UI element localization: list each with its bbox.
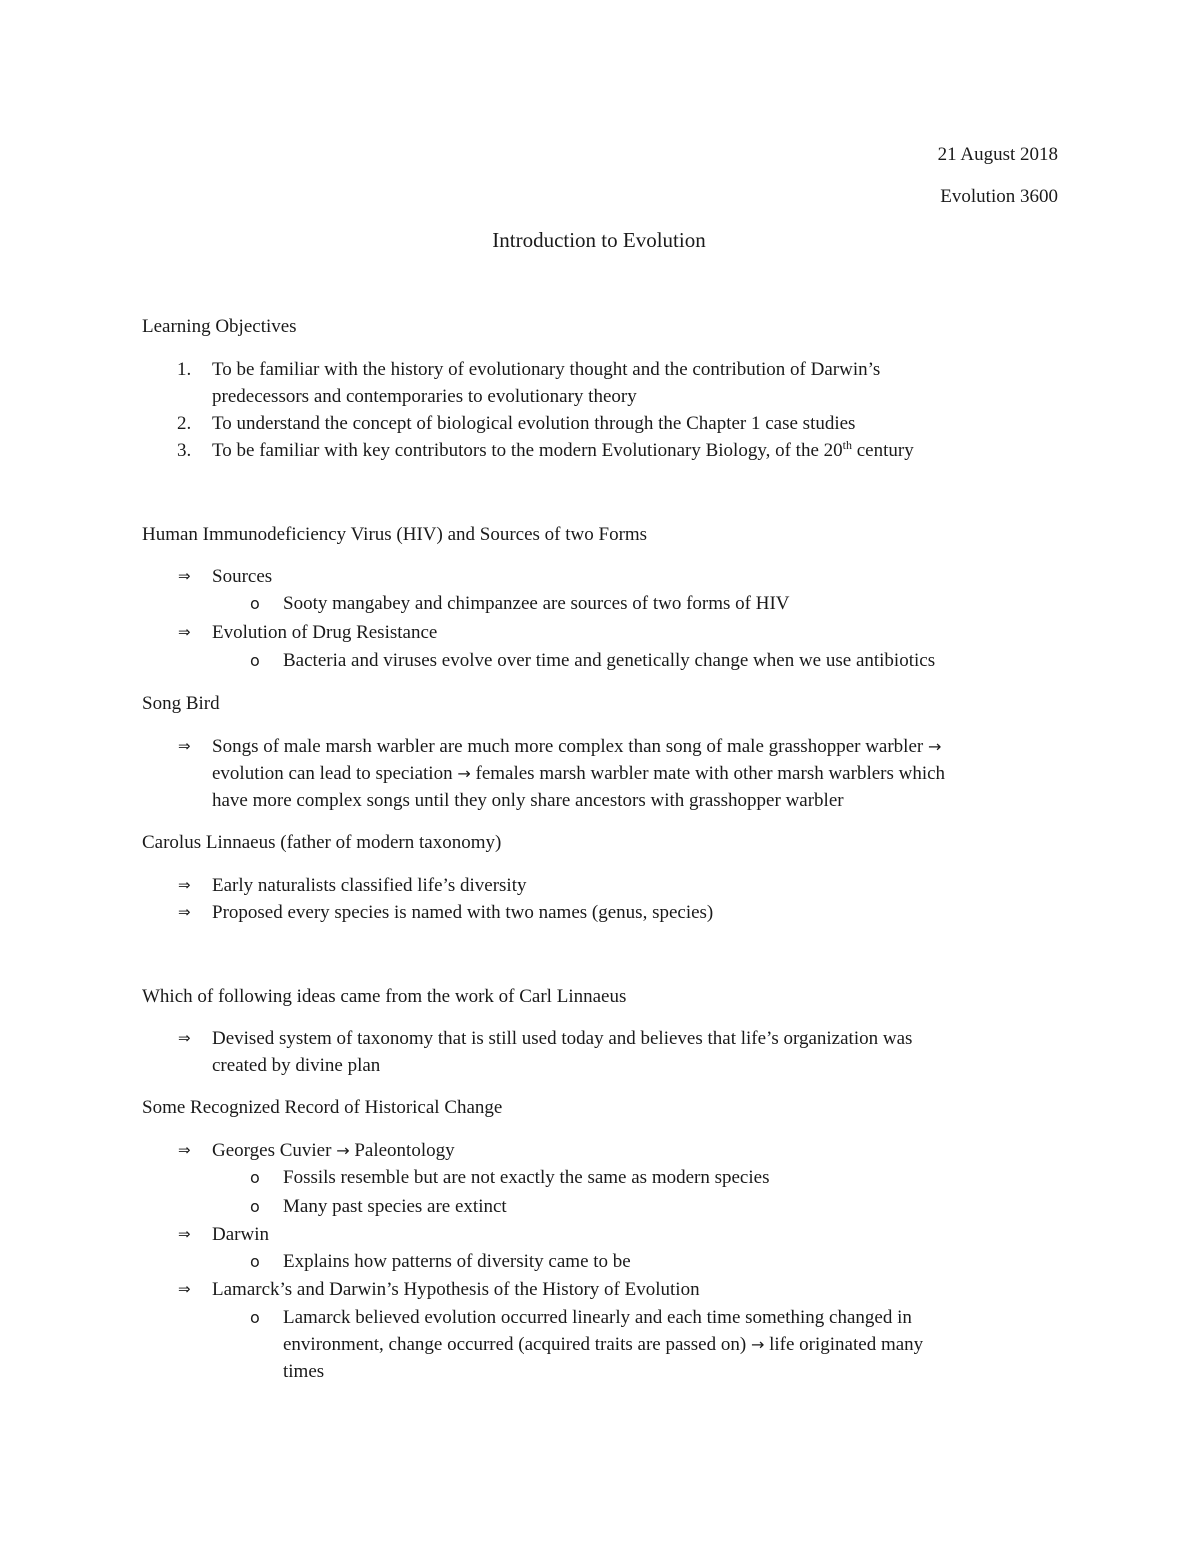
lamarck-line-2b: life originated many xyxy=(769,1334,924,1355)
songbird-line-2b: females marsh warbler mate with other marsh warblers which xyxy=(475,763,946,784)
question-heading: Which of following ideas came from the work of Carl Linnaeus xyxy=(142,986,627,1007)
double-arrow-bullet-icon: ⇒ xyxy=(178,1225,191,1243)
bullet-text: Darwin xyxy=(212,1224,269,1245)
bullet-text xyxy=(212,760,945,787)
circle-bullet-icon: o xyxy=(250,1197,260,1216)
bullet-text: Evolution of Drug Resistance xyxy=(212,622,438,643)
bullet-text: Sources xyxy=(212,566,273,587)
bullet-text: Lamarck’s and Darwin’s Hypothesis of the History of Evolution xyxy=(212,1279,700,1300)
objective-number: 1. xyxy=(177,359,192,380)
lamarck-line-2a: environment, change occurred (acquired traits are passed on) xyxy=(283,1334,747,1355)
sub-bullet-text: Explains how patterns of diversity came to be xyxy=(283,1251,631,1272)
bullet-text: Proposed every species is named with two names (genus, species) xyxy=(212,902,714,923)
cuvier-name: Georges Cuvier xyxy=(212,1140,332,1161)
double-arrow-bullet-icon: ⇒ xyxy=(178,623,191,641)
right-arrow-icon: → xyxy=(457,764,471,783)
sub-bullet-text: Many past species are extinct xyxy=(283,1196,507,1217)
objective-number: 2. xyxy=(177,413,192,434)
objectives-heading: Learning Objectives xyxy=(142,316,297,337)
objective-number: 3. xyxy=(177,440,192,461)
sub-bullet-text: times xyxy=(283,1361,325,1382)
course-line: Evolution 3600 xyxy=(940,186,1058,207)
bullet-text: have more complex songs until they only share ancestors with grasshopper warbler xyxy=(212,790,844,811)
objective-text: To understand the concept of biological evolution through the Chapter 1 case studies xyxy=(212,413,856,434)
bullet-text xyxy=(212,733,941,760)
date-line: 21 August 2018 xyxy=(937,144,1058,165)
songbird-line-2a: evolution can lead to speciation xyxy=(212,763,453,784)
superscript: th xyxy=(842,438,852,452)
paleontology-label: Paleontology xyxy=(354,1140,455,1161)
double-arrow-bullet-icon: ⇒ xyxy=(178,567,191,585)
page-title: Introduction to Evolution xyxy=(492,228,706,252)
circle-bullet-icon: o xyxy=(250,594,260,613)
bullet-text xyxy=(212,1137,455,1164)
circle-bullet-icon: o xyxy=(250,1252,260,1271)
sub-bullet-text: Lamarck believed evolution occurred linearly and each time something changed in xyxy=(283,1307,912,1328)
linnaeus-heading: Carolus Linnaeus (father of modern taxonomy) xyxy=(142,832,502,853)
circle-bullet-icon: o xyxy=(250,651,260,670)
double-arrow-bullet-icon: ⇒ xyxy=(178,876,191,894)
hiv-heading: Human Immunodeficiency Virus (HIV) and Sources of two Forms xyxy=(142,524,648,545)
objective-text-end: century xyxy=(852,440,914,461)
bullet-text: created by divine plan xyxy=(212,1055,381,1076)
sub-bullet-text: Sooty mangabey and chimpanzee are sources of two forms of HIV xyxy=(283,593,790,614)
right-arrow-icon: → xyxy=(336,1141,350,1160)
songbird-heading: Song Bird xyxy=(142,693,220,714)
objective-text: To be familiar with the history of evolutionary thought and the contribution of Darwin’s xyxy=(212,359,881,380)
double-arrow-bullet-icon: ⇒ xyxy=(178,737,191,755)
objective-text xyxy=(212,437,914,464)
circle-bullet-icon: o xyxy=(250,1168,260,1187)
circle-bullet-icon: o xyxy=(250,1308,260,1327)
right-arrow-icon: → xyxy=(750,1335,765,1354)
objective-text-main: To be familiar with key contributors to the modern Evolutionary Biology, of the 20 xyxy=(212,440,843,461)
double-arrow-bullet-icon: ⇒ xyxy=(178,903,191,921)
sub-bullet-text: Fossils resemble but are not exactly the same as modern species xyxy=(283,1167,770,1188)
sub-bullet-text xyxy=(283,1331,923,1358)
bullet-text: Devised system of taxonomy that is still used today and believes that life’s organization was xyxy=(212,1028,913,1049)
bullet-text: Early naturalists classified life’s diversity xyxy=(212,875,527,896)
double-arrow-bullet-icon: ⇒ xyxy=(178,1280,191,1298)
double-arrow-bullet-icon: ⇒ xyxy=(178,1141,191,1159)
sub-bullet-text: Bacteria and viruses evolve over time and genetically change when we use antibiotics xyxy=(283,650,936,671)
songbird-line-1: Songs of male marsh warbler are much more complex than song of male grasshopper warbler xyxy=(212,736,924,757)
right-arrow-icon: → xyxy=(927,737,942,756)
double-arrow-bullet-icon: ⇒ xyxy=(178,1029,191,1047)
objective-text: predecessors and contemporaries to evolutionary theory xyxy=(212,386,637,407)
history-heading: Some Recognized Record of Historical Change xyxy=(142,1097,503,1118)
